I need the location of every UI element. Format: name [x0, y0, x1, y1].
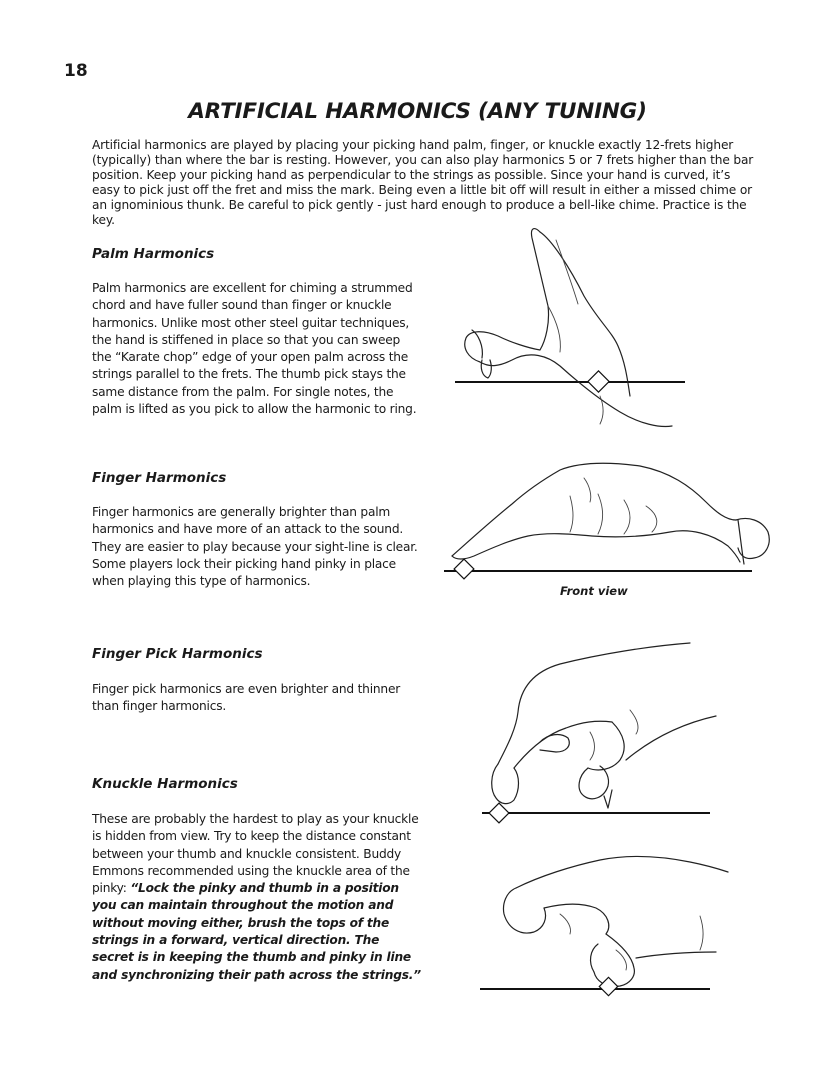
finger-pick-harmonic-illustration [482, 643, 716, 823]
page-title: ARTIFICIAL HARMONICS (ANY TUNING) [188, 99, 647, 124]
knuckle-harmonic-illustration [480, 856, 728, 995]
knuckle-harmonic-point-diamond [599, 977, 617, 995]
page-number: 18 [64, 61, 88, 81]
front-view-caption: Front view [560, 584, 628, 598]
finger-pick-harmonics-text: Finger pick harmonics are even brighter and thinner than finger harmonics. [92, 682, 401, 714]
palm-harmonics-text: Palm harmonics are excellent for chiming a strummed chord and have fuller sound than finger or knuckle harmonics. Unlike most other steel guitar techniques, the hand is stiffened in place so that you can sweep the “Karate chop” edge of your open palm across the strings parallel to the frets. The thumb pick stays the same distance from the palm. For single notes, the palm is lifted as you pick to allow the harmonic to ring. [92, 281, 417, 417]
finger-pick-harmonics-heading: Finger Pick Harmonics [92, 646, 263, 662]
palm-harmonic-point-diamond [588, 371, 609, 392]
knuckle-harmonics-heading: Knuckle Harmonics [92, 776, 238, 792]
finger-harmonics-heading: Finger Harmonics [92, 470, 227, 486]
knuckle-harmonics-body: These are probably the hardest to play as your knuckle is hidden from view. Try to keep the distance constant between your thumb and knuckle consistent. Buddy Emmons recommended using the knuckle area of the pinky: [92, 812, 419, 896]
finger-harmonic-point-diamond [454, 559, 474, 579]
intro-paragraph: Artificial harmonics are played by placing your picking hand palm, finger, or knuckle exactly 12-frets higher (typically) than where the bar is resting. However, you can also play harmonics 5 or 7 frets higher than the bar position. Keep your picking hand as perpendicular to the strings as possible. Since your hand is curved, it’s easy to pick just off the fret and miss the mark. Being even a little bit off will result in either a missed chime or an ignominious thunk. Be careful to pick gently - just hard enough to produce a bell-like chime. Practice is the key. [92, 138, 754, 227]
palm-harmonic-illustration [455, 229, 685, 427]
palm-harmonics-heading: Palm Harmonics [92, 246, 215, 262]
finger-harmonic-illustration [444, 463, 769, 579]
finger-pick-harmonic-point-diamond [489, 803, 509, 823]
buddy-emmons-quote: “Lock the pinky and thumb in a position you can maintain throughout the motion and without moving either, brush the tops of the strings in a forward, vertical direction. The secret is in keeping the thumb and pinky in line and synchronizing their path across the strings.” [92, 881, 421, 982]
finger-harmonics-text: Finger harmonics are generally brighter than palm harmonics and have more of an attack to the sound. They are easier to play because your sight-line is clear. Some players lock their picking hand pinky in place when playing this type of harmonics. [92, 505, 418, 589]
